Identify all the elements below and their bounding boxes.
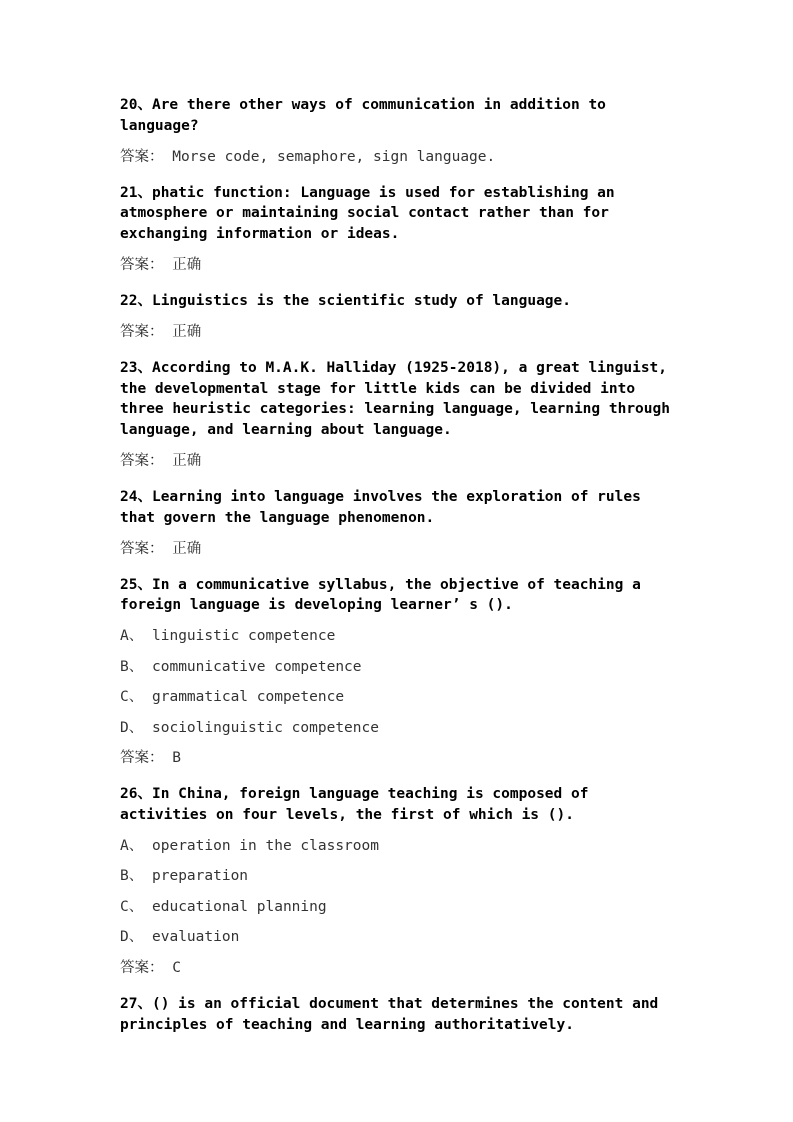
answer-label: 答案： [120,540,164,557]
option-text: linguistic competence [152,628,336,645]
option-letter: A、 [120,628,144,645]
option-letter: D、 [120,719,144,736]
answer-line [120,255,680,275]
question-item [120,358,680,471]
question-text: 24、Learning into language involves the exploration of rules that govern the language phenomenon. [120,488,641,526]
answer-value: 正确 [172,256,202,273]
question-item [120,95,680,167]
question-item [120,487,680,559]
option-text: grammatical competence [152,689,345,706]
question-item [120,183,680,275]
option-text: operation in the classroom [152,837,379,854]
answer-value: C [172,959,181,976]
option-letter: B、 [120,868,144,885]
answer-value: 正确 [172,323,202,340]
option-letter: D、 [120,929,144,946]
option-letter: A、 [120,837,144,854]
question-text: 25、In a communicative syllabus, the objective of teaching a foreign language is developing learner’ s (). [120,576,641,614]
option-text: sociolinguistic competence [152,719,379,736]
answer-value: 正确 [172,540,202,557]
answer-value: Morse code, semaphore, sign language. [172,148,496,165]
question-item [120,575,680,769]
answer-label: 答案： [120,148,164,165]
answer-option [120,866,680,886]
answer-line [120,539,680,559]
answer-line [120,451,680,471]
answer-option [120,626,680,646]
answer-option [120,836,680,856]
answer-value: B [172,750,181,767]
answer-value: 正确 [172,452,202,469]
question-list [120,95,680,1045]
answer-option [120,718,680,738]
answer-option [120,657,680,677]
answer-label: 答案： [120,750,164,767]
answer-label: 答案： [120,452,164,469]
question-text: 27、() is an official document that determines the content and principles of teaching and learning authoritatively. [120,995,659,1033]
question-item [120,994,680,1036]
answer-label: 答案： [120,256,164,273]
answer-option [120,687,680,707]
option-text: communicative competence [152,658,362,675]
question-text: 26、In China, foreign language teaching is composed of activities on four levels, the first of which is (). [120,786,589,823]
option-letter: C、 [120,898,144,915]
answer-line [120,958,680,978]
option-text: educational planning [152,898,327,915]
question-text: 21、phatic function: Language is used for establishing an atmosphere or maintaining social contact rather than for exchanging information or ideas. [120,184,615,243]
question-text: 23、According to M.A.K. Halliday (1925-2018), a great linguist, the developmental stage for little kids can be divided into three heuristic categories: learning language, learning through language, and learning about language. [120,359,670,439]
question-item [120,784,680,978]
answer-option [120,897,680,917]
option-letter: B、 [120,658,144,675]
question-item [120,291,680,342]
option-letter: C、 [120,689,144,706]
option-text: preparation [152,868,249,885]
answer-label: 答案： [120,959,164,976]
answer-option [120,927,680,947]
answer-line [120,322,680,342]
answer-line [120,147,680,167]
answer-line [120,748,680,768]
question-text: 22、Linguistics is the scientific study of language. [120,292,571,309]
option-text: evaluation [152,929,240,946]
answer-label: 答案： [120,323,164,340]
question-text: 20、Are there other ways of communication in addition to language? [120,97,606,134]
